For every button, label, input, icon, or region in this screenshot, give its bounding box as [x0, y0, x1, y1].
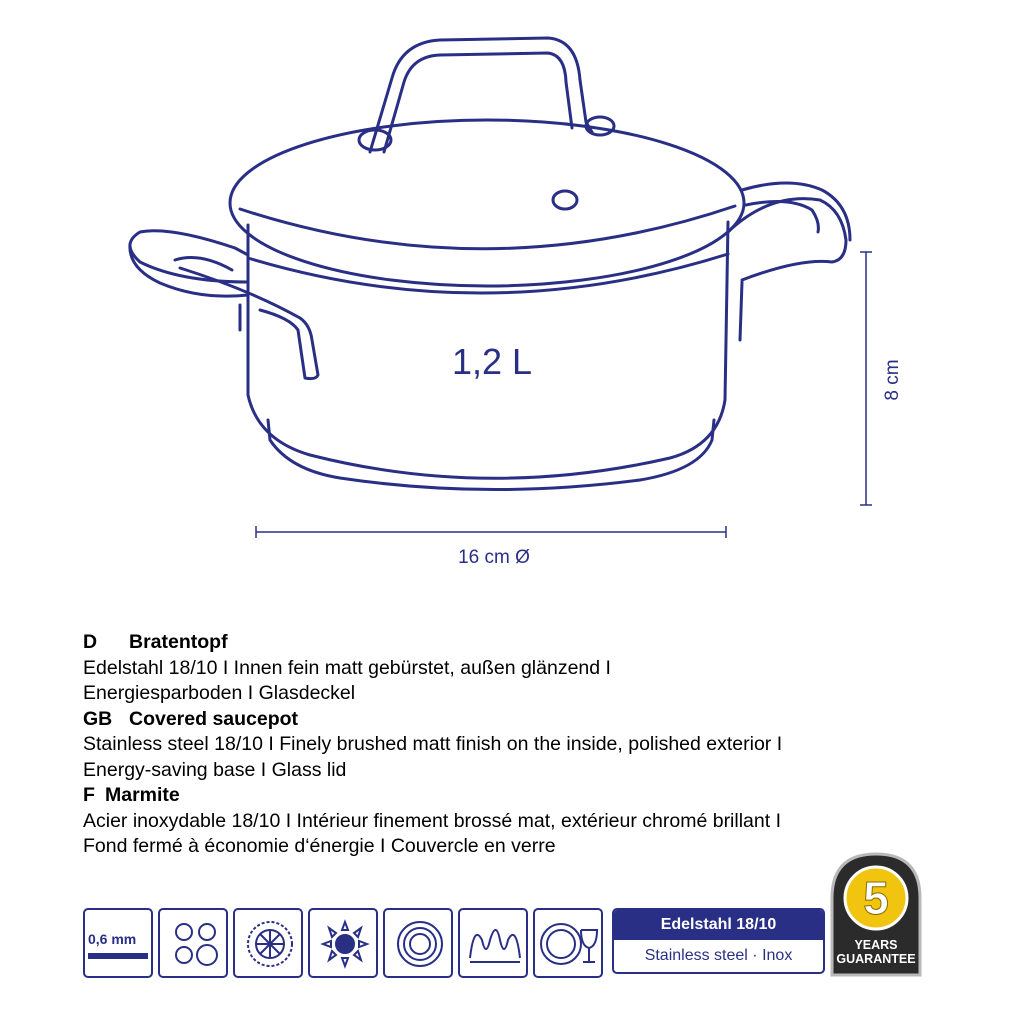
thickness-icon — [83, 908, 153, 978]
height-label: 8 cm — [882, 359, 903, 401]
guarantee-badge — [830, 852, 922, 977]
lid — [230, 120, 744, 286]
dishwasher-safe-icon — [533, 908, 603, 978]
description-line: Energiesparboden I Glasdeckel — [83, 682, 356, 704]
guarantee-line1: YEARS — [854, 938, 898, 952]
material-title: Edelstahl 18/10 — [614, 910, 823, 940]
thickness-bar — [88, 953, 148, 959]
language-code: F — [83, 784, 95, 806]
description-line: Energy-saving base I Glass lid — [83, 758, 347, 781]
electric-hob-icon — [158, 908, 228, 978]
volume-label: 1,2 L — [451, 341, 533, 382]
material-badge — [612, 908, 825, 974]
description-title: Marmite — [105, 784, 180, 806]
material-subtitle: Stainless steel · Inox — [644, 947, 793, 964]
induction-hob-icon — [458, 908, 528, 978]
description-line: Acier inoxydable 18/10 I Intérieur finement brossé mat, extérieur chromé brillant I — [83, 809, 782, 832]
description-title: Bratentopf — [129, 631, 228, 653]
description-heading-f — [83, 783, 983, 809]
description-line: Stainless steel 18/10 I Finely brushed matt finish on the inside, polished exterior I — [83, 733, 783, 755]
gas-hob-icon — [308, 908, 378, 978]
guarantee-number: 5 — [863, 872, 889, 924]
product-descriptions — [83, 630, 983, 860]
halogen-hob-icon — [383, 908, 453, 978]
right-handle — [728, 199, 846, 280]
language-code: GB — [83, 707, 113, 730]
description-line: Fond fermé à économie d‘énergie I Couvercle en verre — [83, 835, 556, 857]
description-heading-de — [83, 630, 983, 656]
thickness-value: 0,6 mm — [88, 931, 137, 947]
description-title: Covered saucepot — [129, 707, 299, 730]
guarantee-line2: GUARANTEE — [836, 952, 916, 966]
language-code: D — [83, 631, 98, 653]
ceramic-hob-icon — [233, 908, 303, 978]
lid-knob — [553, 191, 577, 209]
description-heading-gb — [83, 707, 983, 733]
diameter-label: 16 cm Ø — [458, 547, 530, 568]
description-line: Edelstahl 18/10 I Innen fein matt gebürstet, außen glänzend I — [83, 656, 611, 679]
